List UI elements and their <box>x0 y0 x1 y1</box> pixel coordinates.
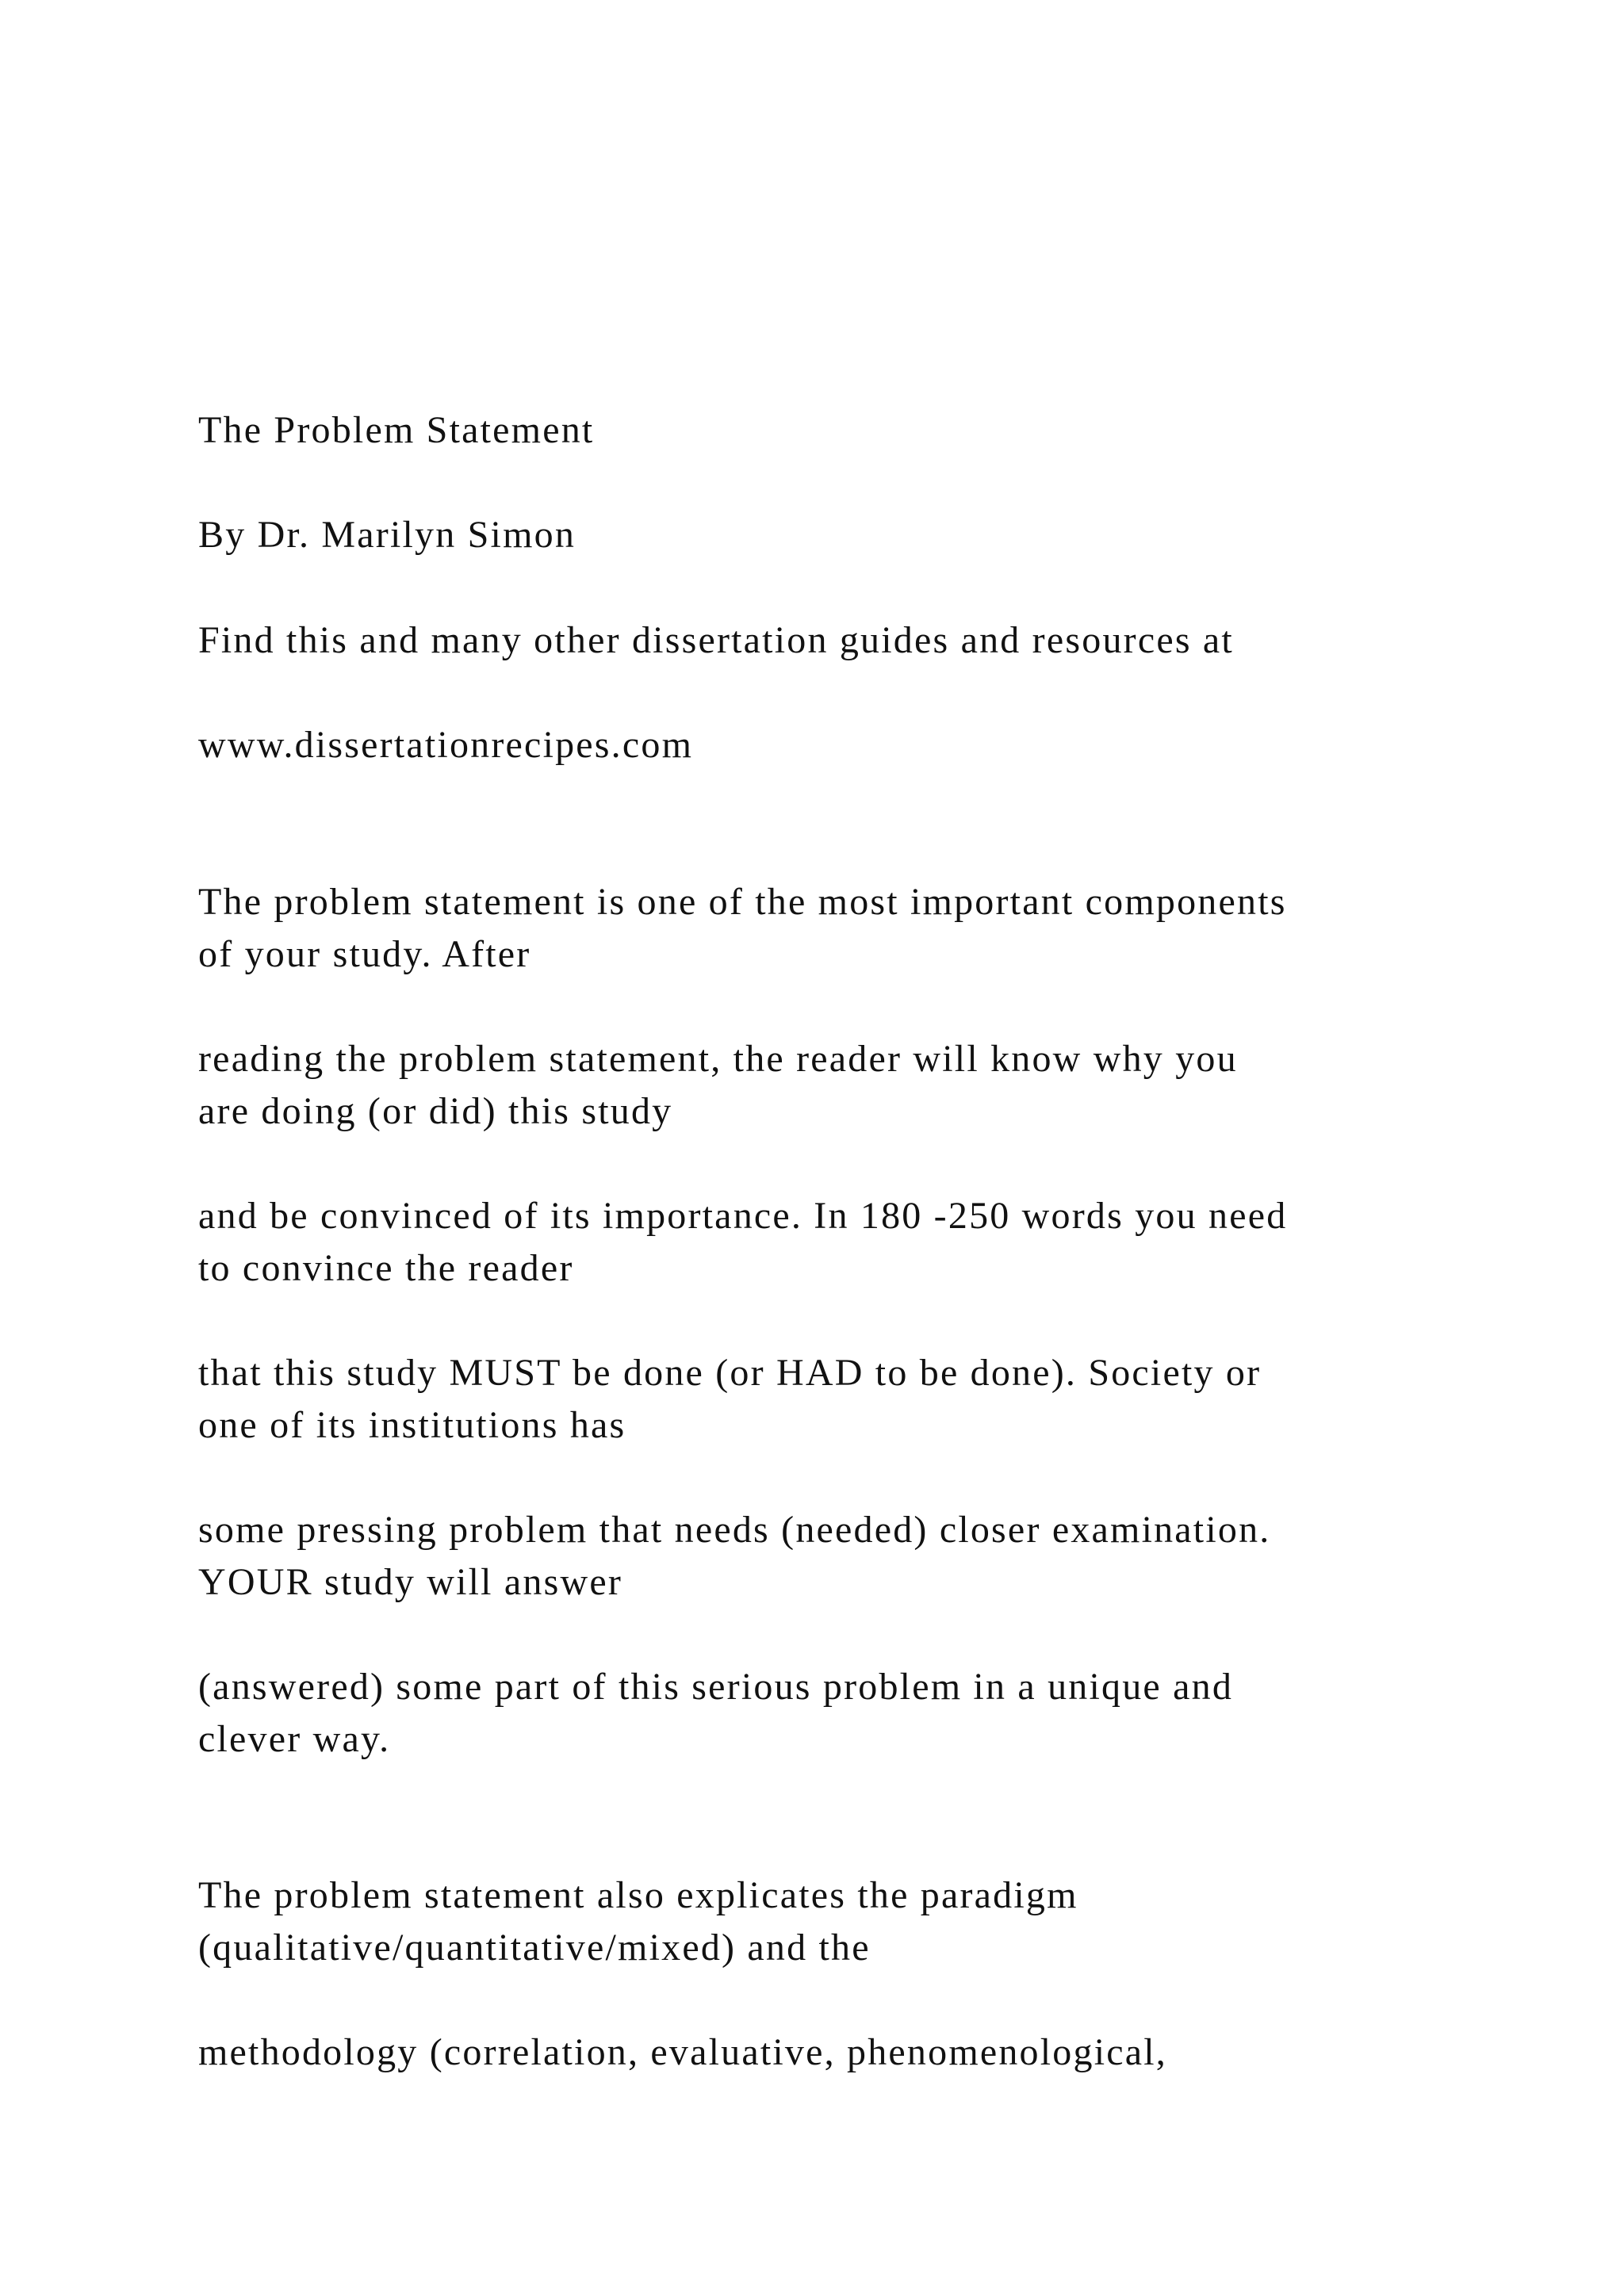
paragraph-1-line-1: The problem statement is one of the most important components <box>198 881 1287 923</box>
paragraph-5-line-2: YOUR study will answer <box>198 1561 623 1603</box>
source-line: Find this and many other dissertation guides and resources at <box>198 619 1234 661</box>
paragraph-2-line-1: reading the problem statement, the reader will know why you <box>198 1038 1238 1080</box>
paragraph-7-line-2: (qualitative/quantitative/mixed) and the <box>198 1927 871 1969</box>
document-title: The Problem Statement <box>198 409 595 451</box>
paragraph-7-line-1: The problem statement also explicates the paradigm <box>198 1874 1078 1916</box>
paragraph-6-line-1: (answered) some part of this serious problem in a unique and <box>198 1666 1234 1708</box>
paragraph-3-line-1: and be convinced of its importance. In 180 -250 words you need <box>198 1195 1288 1237</box>
paragraph-1-line-2: of your study. After <box>198 933 531 975</box>
paragraph-6-line-2: clever way. <box>198 1718 391 1760</box>
paragraph-3-line-2: to convince the reader <box>198 1247 574 1289</box>
paragraph-8-line-1: methodology (correlation, evaluative, phenomenological, <box>198 2031 1167 2073</box>
paragraph-4-line-2: one of its institutions has <box>198 1404 626 1446</box>
paragraph-5-line-1: some pressing problem that needs (needed) closer examination. <box>198 1509 1271 1551</box>
paragraph-2-line-2: are doing (or did) this study <box>198 1090 673 1132</box>
website-text: www.dissertationrecipes.com <box>198 724 694 766</box>
author-line: By Dr. Marilyn Simon <box>198 514 576 556</box>
paragraph-4-line-1: that this study MUST be done (or HAD to be done). Society or <box>198 1352 1262 1394</box>
